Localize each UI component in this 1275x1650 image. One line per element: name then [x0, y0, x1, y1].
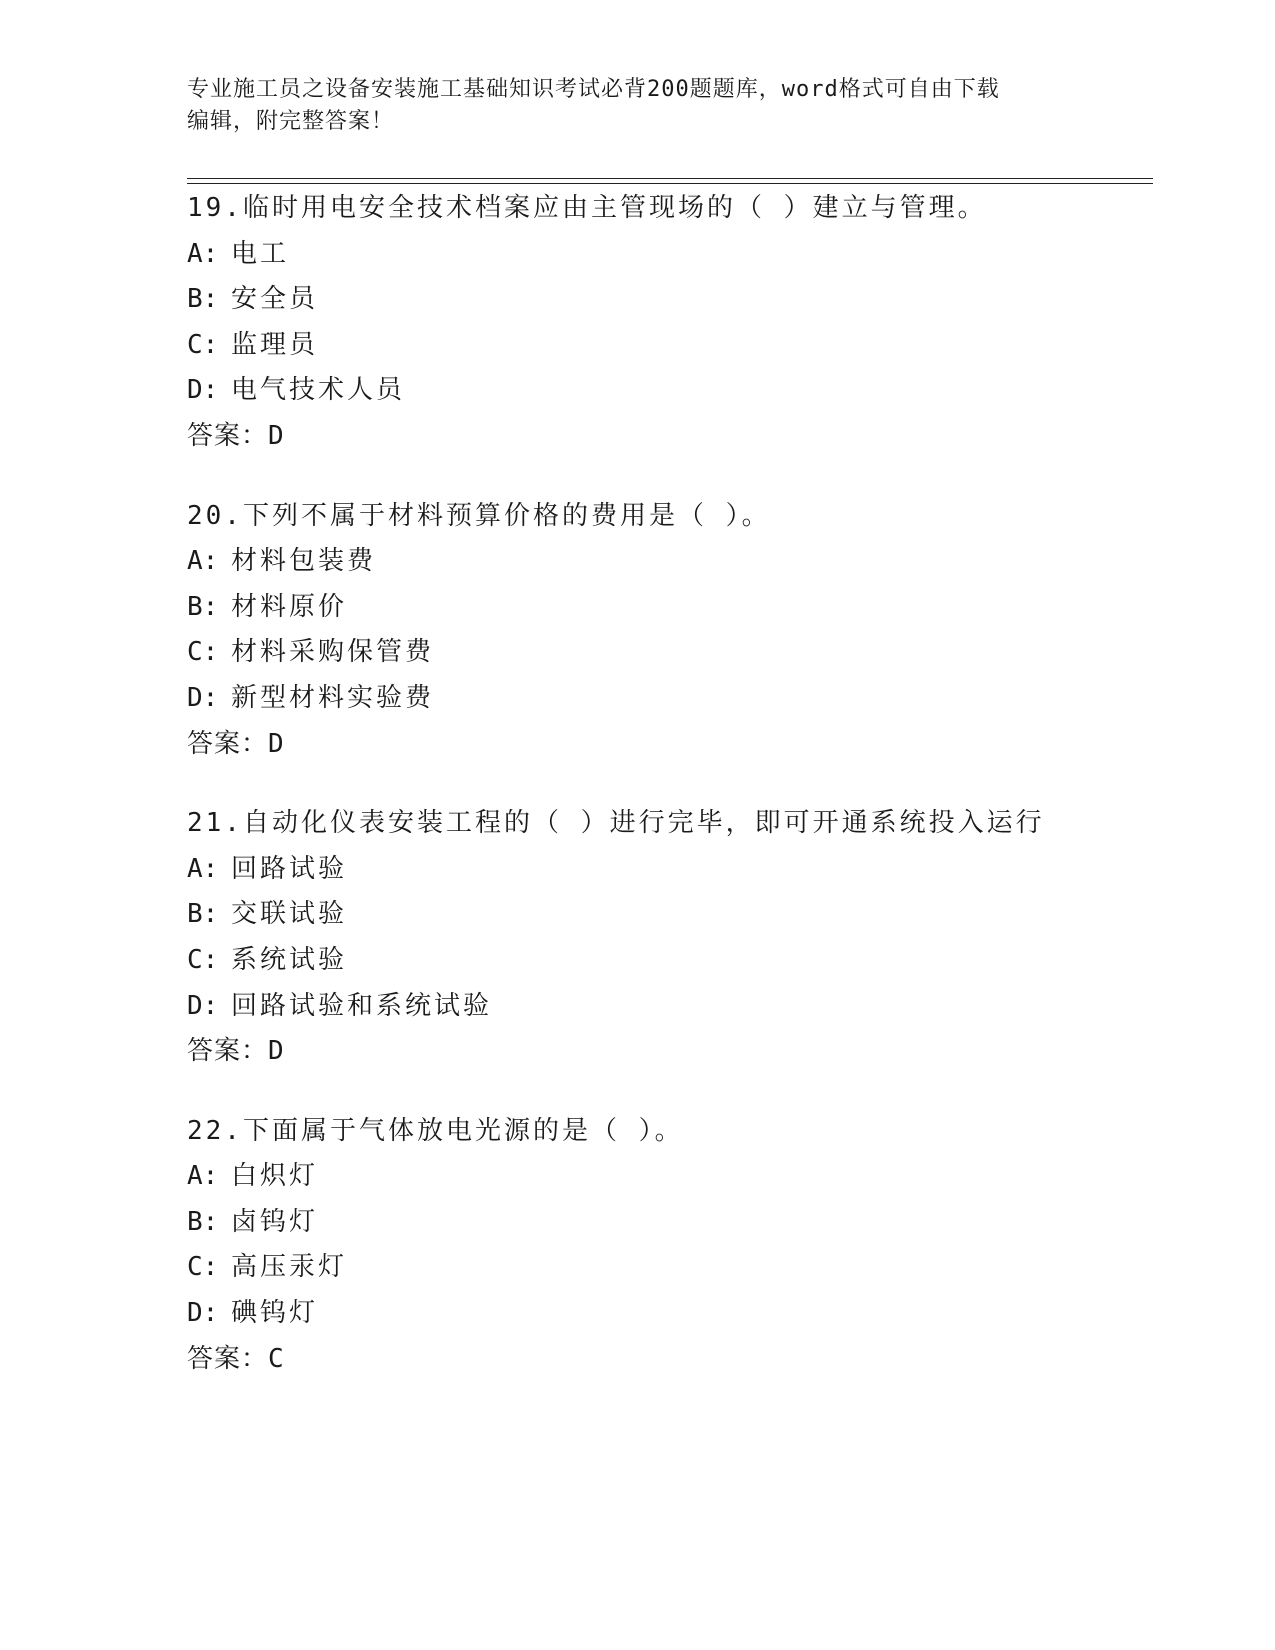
option-key: B: [187, 1206, 219, 1237]
option-key: C: [187, 944, 219, 975]
option-a [187, 539, 1153, 585]
option-key: B: [187, 284, 219, 315]
option-b [187, 892, 1153, 938]
option-text: 电工 [231, 238, 290, 269]
option-text: 新型材料实验费 [231, 682, 435, 713]
option-text: 碘钨灯 [231, 1298, 319, 1329]
question-19 [187, 186, 1153, 460]
question-stem: 19.临时用电安全技术档案应由主管现场的（ ）建立与管理。 [187, 193, 987, 223]
option-text: 回路试验和系统试验 [231, 990, 493, 1021]
option-key: C: [187, 637, 219, 668]
option-key: B: [187, 899, 219, 930]
answer-line: 答案：D [187, 1036, 285, 1067]
option-key: D: [187, 1298, 219, 1329]
option-c [187, 630, 1153, 676]
option-text: 材料采购保管费 [231, 637, 435, 668]
question-20 [187, 494, 1153, 768]
option-b [187, 277, 1153, 323]
option-c [187, 323, 1153, 369]
option-a [187, 1154, 1153, 1200]
option-key: D: [187, 682, 219, 713]
option-d [187, 676, 1153, 722]
option-key: B: [187, 591, 219, 622]
question-stem: 21.自动化仪表安装工程的（ ）进行完毕，即可开通系统投入运行 [187, 808, 1045, 839]
option-text: 高压汞灯 [231, 1252, 348, 1283]
answer-line: 答案：C [187, 1343, 285, 1374]
option-key: D: [187, 990, 219, 1021]
option-a [187, 847, 1153, 893]
option-text: 回路试验 [231, 853, 348, 884]
answer-line: 答案：D [187, 728, 285, 759]
option-text: 白炽灯 [231, 1161, 319, 1192]
question-22 [187, 1109, 1153, 1383]
option-text: 电气技术人员 [231, 375, 406, 406]
document-header [187, 74, 1087, 138]
option-d [187, 984, 1153, 1030]
option-b [187, 1200, 1153, 1246]
option-text: 材料原价 [231, 591, 348, 622]
question-21 [187, 801, 1153, 1075]
option-c [187, 938, 1153, 984]
header-divider-top [187, 178, 1153, 179]
option-text: 交联试验 [231, 899, 348, 930]
option-c [187, 1245, 1153, 1291]
option-text: 卤钨灯 [231, 1206, 319, 1237]
question-list [187, 186, 1153, 1416]
option-key: A: [187, 1161, 219, 1192]
option-key: A: [187, 238, 219, 269]
header-line-1: 专业施工员之设备安装施工基础知识考试必背200题题库，word格式可自由下载 [187, 77, 1000, 102]
question-stem: 22.下面属于气体放电光源的是（ ）。 [187, 1115, 684, 1146]
option-key: C: [187, 1252, 219, 1283]
answer-line: 答案：D [187, 420, 285, 451]
option-text: 系统试验 [231, 944, 348, 975]
option-key: A: [187, 546, 219, 577]
option-d [187, 368, 1153, 414]
option-text: 监理员 [231, 329, 319, 360]
option-text: 材料包装费 [231, 546, 377, 577]
header-divider-bottom [187, 183, 1153, 184]
question-stem: 20.下列不属于材料预算价格的费用是（ ）。 [187, 500, 771, 531]
option-d [187, 1291, 1153, 1337]
option-text: 安全员 [231, 284, 319, 315]
header-line-2: 编辑，附完整答案！ [187, 109, 395, 134]
option-key: D: [187, 375, 219, 406]
option-b [187, 585, 1153, 631]
option-a [187, 232, 1153, 278]
option-key: C: [187, 329, 219, 360]
option-key: A: [187, 853, 219, 884]
